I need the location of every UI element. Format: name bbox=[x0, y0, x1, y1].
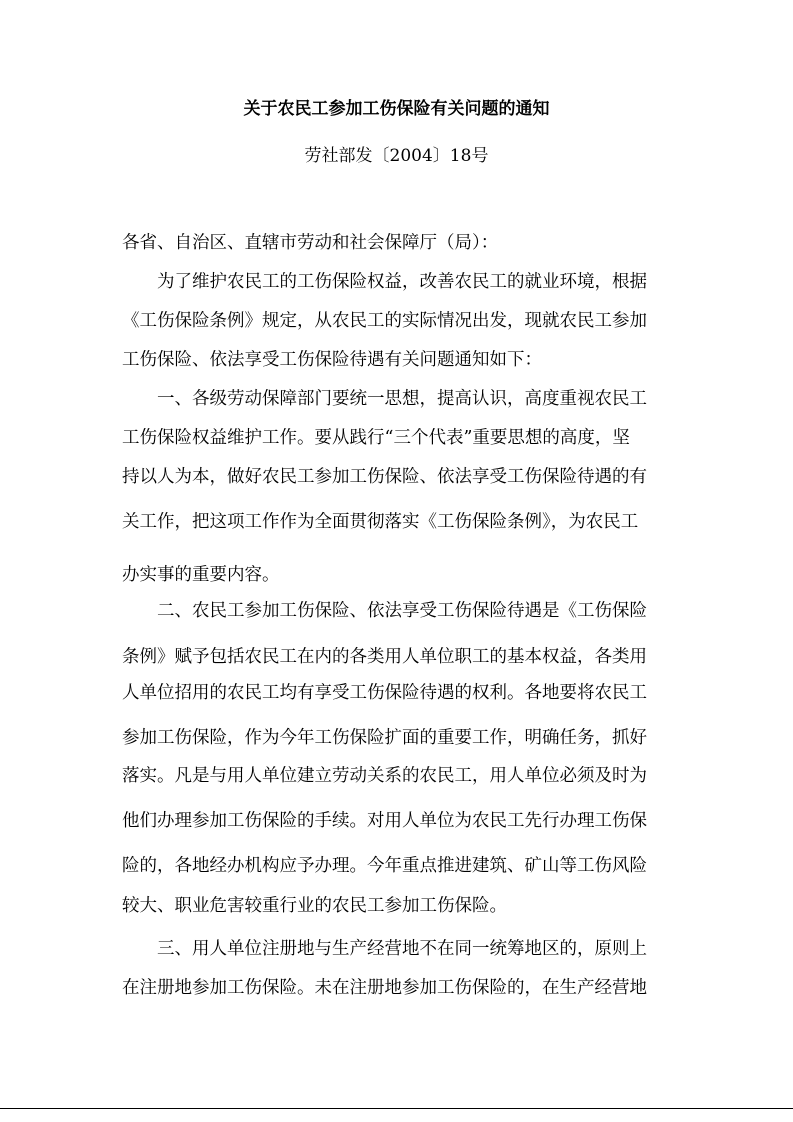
body-line: 《工伤保险条例》规定，从农民工的实际情况出发，现就农民工参加 bbox=[122, 311, 647, 331]
body-line: 条例》赋予包括农民工在内的各类用人单位职工的基本权益，各类用 bbox=[122, 647, 647, 667]
body-line: 工伤保险、依法享受工伤保险待遇有关问题通知如下： bbox=[122, 350, 542, 370]
body-line: 参加工伤保险，作为今年工伤保险扩面的重要工作，明确任务，抓好 bbox=[122, 728, 647, 748]
body-line: 一、各级劳动保障部门要统一思想，提高认识，高度重视农民工 bbox=[157, 389, 647, 409]
body-line: 办实事的重要内容。 bbox=[122, 565, 280, 585]
document-number: 劳社部发〔2004〕18号 bbox=[304, 146, 489, 166]
body-line: 险的，各地经办机构应予办理。今年重点推进建筑、矿山等工伤风险 bbox=[122, 856, 647, 876]
body-line: 较大、职业危害较重行业的农民工参加工伤保险。 bbox=[122, 896, 507, 916]
body-line: 人单位招用的农民工均有享受工伤保险待遇的权利。各地要将农民工 bbox=[122, 683, 647, 703]
page-bottom-rule bbox=[0, 1108, 793, 1109]
body-line: 持以人为本，做好农民工参加工伤保险、依法享受工伤保险待遇的有 bbox=[122, 467, 647, 487]
salutation-line: 各省、自治区、直辖市劳动和社会保障厅（局）： bbox=[122, 233, 499, 253]
document-title: 关于农民工参加工伤保险有关问题的通知 bbox=[243, 99, 550, 119]
body-line: 为了维护农民工的工伤保险权益，改善农民工的就业环境，根据 bbox=[157, 272, 647, 292]
body-line: 三、用人单位注册地与生产经营地不在同一统筹地区的，原则上 bbox=[157, 939, 647, 959]
body-line: 工伤保险权益维护工作。要从践行“三个代表”重要思想的高度，坚 bbox=[122, 428, 630, 448]
body-line: 他们办理参加工伤保险的手续。对用人单位为农民工先行办理工伤保 bbox=[122, 811, 647, 831]
body-line: 落实。凡是与用人单位建立劳动关系的农民工，用人单位必须及时为 bbox=[122, 766, 647, 786]
body-line: 二、农民工参加工伤保险、依法享受工伤保险待遇是《工伤保险 bbox=[157, 601, 647, 621]
body-line: 在注册地参加工伤保险。未在注册地参加工伤保险的，在生产经营地 bbox=[122, 978, 647, 998]
body-line: 关工作，把这项工作作为全面贯彻落实《工伤保险条例》，为农民工 bbox=[122, 512, 639, 532]
